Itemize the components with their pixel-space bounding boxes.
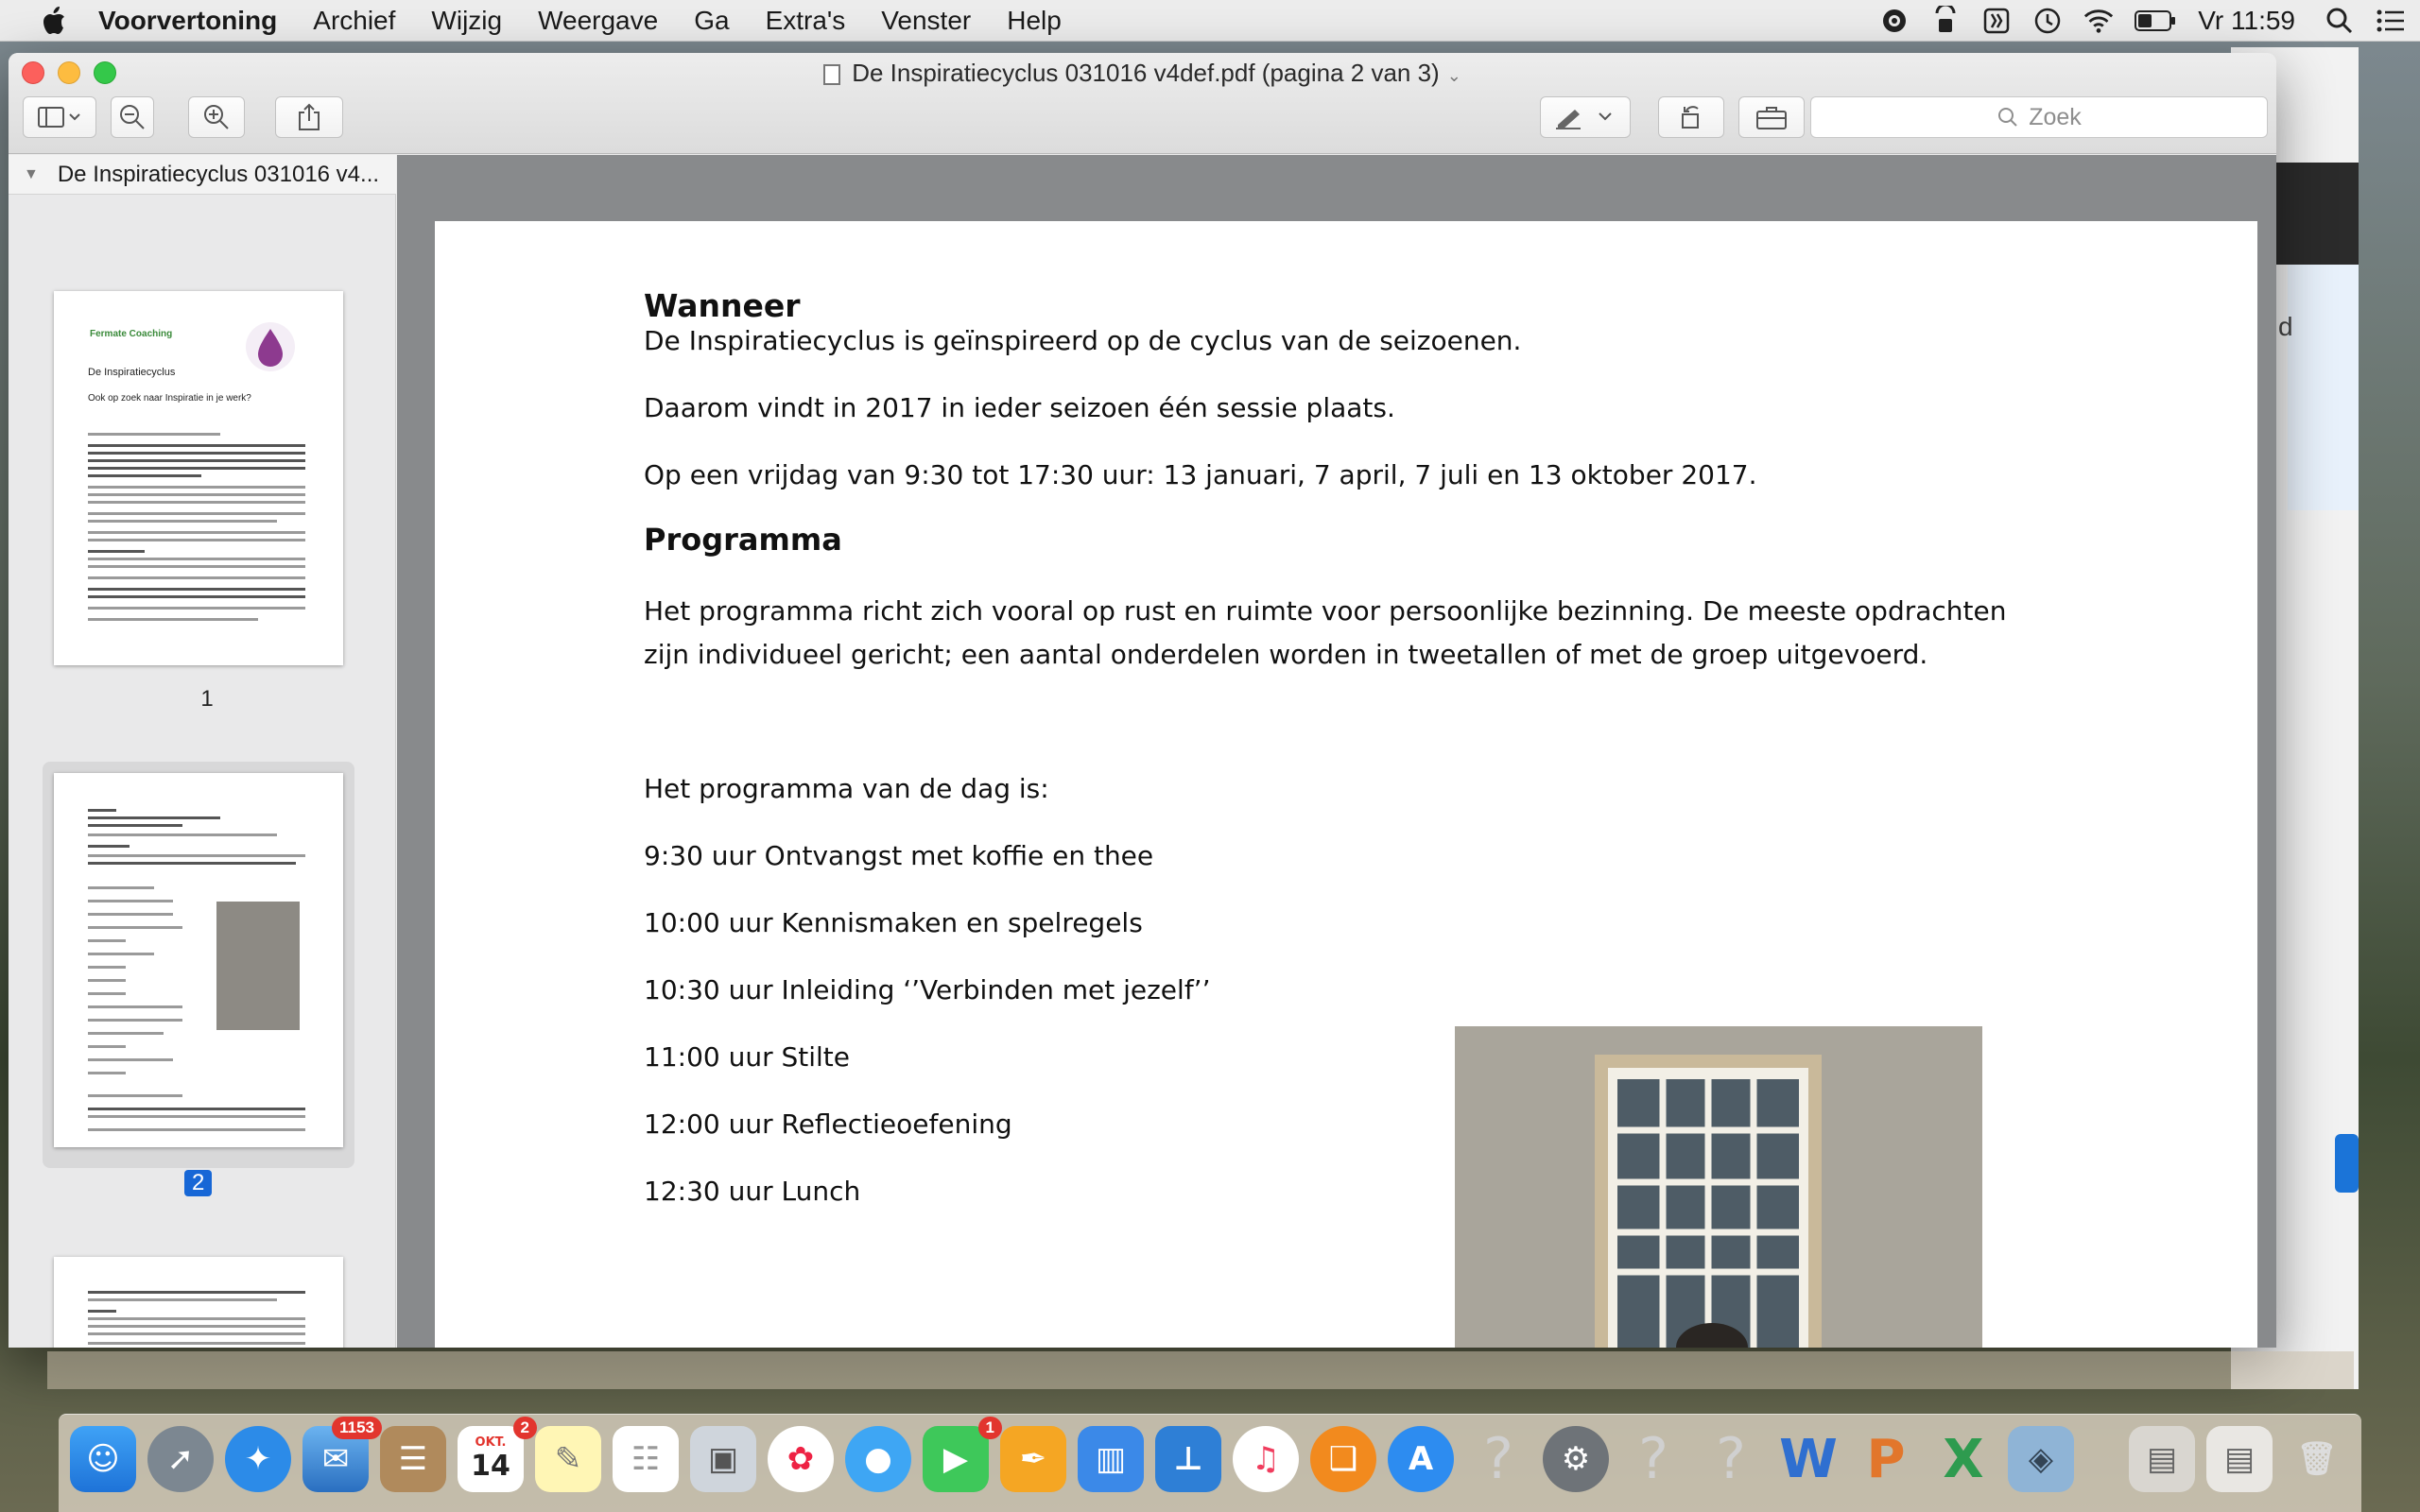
powerpoint-icon[interactable]: P [1866,1428,1906,1490]
search-icon [1996,106,2019,129]
thumbnail-text-line [88,493,305,496]
time-machine-icon[interactable] [2031,5,2064,37]
facetime-badge: 1 [978,1417,1002,1439]
menu-clock[interactable]: Vr 11:59 [2198,6,2295,35]
disclosure-triangle-icon[interactable]: ▼ [24,165,39,182]
apple-icon[interactable] [40,6,66,36]
thumbnail-text-line [88,1058,173,1061]
heading-programma: Programma [644,522,842,558]
paragraph-3: Op een vrijdag van 9:30 tot 17:30 uur: 13 januari, 7 april, 7 juli en 13 oktober 2017. [644,459,1757,490]
zoom-out-button[interactable] [111,96,154,138]
thumbnail-text-line [88,1005,182,1008]
documents-stack-icon[interactable]: ▤ [2206,1426,2273,1492]
background-window-button[interactable] [2335,1134,2359,1193]
thumbnail-text-line [88,486,305,489]
thumbnail-text-line [88,433,220,436]
thumbnail-text-line [88,467,305,470]
thumbnail-text-line [88,1342,305,1345]
thumbnail-text-line [88,862,296,865]
thumbnail-text-line [88,1045,126,1048]
thumbnail-text-line [88,966,126,969]
thumbnail-text-line [88,913,173,916]
keynote-icon[interactable]: ⊥ [1155,1426,1221,1492]
trash-icon[interactable]: 🗑 [2296,1440,2338,1478]
thumbnail-text-line [88,512,305,515]
calendar-day: 14 [471,1450,510,1483]
calendar-badge: 2 [513,1417,537,1439]
menu-venster[interactable]: Venster [881,5,972,35]
schedule-item: 12:30 uur Lunch [644,1176,861,1207]
thumbnail-photo [216,902,300,1030]
thumbnail-text-line [88,1317,305,1320]
schedule-item: 11:00 uur Stilte [644,1041,851,1073]
chevron-down-icon[interactable]: ⌄ [1446,66,1461,85]
toolbox-icon [1755,104,1788,130]
search-icon[interactable] [2324,5,2356,37]
thumbnail-logo-text: Fermate Coaching [90,329,173,339]
zoom-in-button[interactable] [188,96,245,138]
app-store-icon[interactable]: A [1388,1426,1454,1492]
window-title-text: De Inspiratiecyclus 031016 v4def.pdf (pagina 2 van 3) [852,59,1440,87]
thumbnail-text-line [88,452,305,455]
window-photo-drawing [1455,1026,1982,1348]
search-placeholder: Zoek [2029,103,2082,130]
spotlight-ring-icon[interactable] [1878,5,1910,37]
system-preferences-icon[interactable]: ⚙ [1543,1426,1609,1492]
menu-ga[interactable]: Ga [694,5,730,35]
thumbnail-text-line [88,939,126,942]
dock [59,1414,2361,1512]
heading-wanneer: Wanneer [644,287,801,324]
thumbnail-text-line [88,886,154,889]
search-field[interactable] [1810,96,2268,138]
thumbnail-text-line [88,1094,182,1097]
title-bar [9,53,2276,154]
thumbnail-text-line [88,1072,126,1074]
menu-archief[interactable]: Archief [313,5,396,35]
schedule-item: 10:00 uur Kennismaken en spelregels [644,907,1143,938]
menu-app-name[interactable]: Voorvertoning [98,5,278,35]
sidebar-document-header[interactable] [9,155,396,195]
thumbnail-text-line [88,1032,164,1035]
photos-icon[interactable]: ✿ [768,1426,834,1492]
page-thumbnail-1[interactable] [54,291,343,665]
thumbnail-text-line [88,809,116,812]
thumbnail-text-line [88,816,220,819]
thumbnail-text-line [88,474,201,477]
reminders-icon[interactable]: ☷ [613,1426,679,1492]
unknown-app-icon[interactable]: ? [1716,1426,1746,1492]
ibooks-icon[interactable]: ❑ [1310,1426,1376,1492]
thumbnail-text-line [88,854,305,857]
list-icon[interactable] [2375,5,2407,37]
thumbnail-text-line [88,618,258,621]
paragraph-1: De Inspiratiecyclus is geïnspireerd op de cyclus van de seizoenen. [644,325,1522,356]
window-photo [1455,1026,1982,1348]
pdf-document-icon [823,64,840,85]
thumbnail-text-line [88,501,305,504]
background-window-panel [2288,265,2359,510]
mail-icon[interactable]: ✉ 1153 [302,1426,369,1492]
menu-extras[interactable]: Extra's [765,5,846,35]
word-icon[interactable]: W [1779,1428,1838,1490]
page-thumbnail-3[interactable] [54,1257,343,1348]
thumbnail-text-line [88,992,126,995]
messages-icon[interactable]: ● [845,1426,911,1492]
ghost-icon[interactable] [1980,5,2013,37]
battery-icon[interactable] [2134,5,2177,37]
thumbnail-text-line [88,550,145,553]
thumbnail-text-line [88,833,277,836]
thumbnail-text-line [88,824,182,827]
document-view[interactable] [397,155,2276,1348]
thumbnail-text-line [88,444,305,447]
thumbnail-text-line [88,531,305,534]
schedule-item: 10:30 uur Inleiding ‘’Verbinden met jezelf’’ [644,974,1211,1005]
finder-icon[interactable]: ☺ [70,1426,136,1492]
page-thumbnail-2[interactable] [54,773,343,1147]
mail-badge: 1153 [332,1417,382,1439]
thumbnail-text-line [88,1019,182,1022]
schedule-item: 12:00 uur Reflectieoefening [644,1108,1012,1140]
numbers-icon[interactable]: ▥ [1078,1426,1144,1492]
toolbox-button[interactable] [1738,96,1805,138]
rotate-icon [1677,103,1705,131]
drop-logo-icon [243,319,298,374]
thumbnail-text-line [88,1115,305,1118]
sidebar-toggle-button[interactable] [23,96,96,138]
pdf-page[interactable] [435,221,2257,1348]
thumbnail-text-line [88,1310,116,1313]
sidebar-document-name: De Inspiratiecyclus 031016 v4... [57,161,380,187]
menu-weergave[interactable]: Weergave [538,5,659,35]
thumbnail-text-line [88,459,305,462]
thumbnail-text-line [88,595,305,598]
preview-app-icon[interactable]: ▣ [690,1426,756,1492]
unknown-app-icon[interactable]: ? [1483,1426,1513,1492]
pen-icon [1552,104,1618,130]
paragraph-4-line-2: zijn individueel gericht; een aantal onderdelen worden in tweetallen of met de groep uitgevoerd. [644,639,1928,670]
markup-button[interactable] [1540,96,1631,138]
launchpad-icon[interactable]: ➚ [147,1426,214,1492]
menu-help[interactable]: Help [1007,5,1062,35]
day-intro: Het programma van de dag is: [644,773,1049,804]
page-number-2[interactable]: 2 [184,1170,212,1196]
image-capture-icon[interactable]: ◈ [2008,1426,2074,1492]
thumbnail-text-line [88,926,182,929]
safari-icon[interactable]: ✦ [225,1426,291,1492]
schedule-item: 9:30 uur Ontvangst met koffie en thee [644,840,1154,871]
facetime-icon[interactable]: ▶ 1 [923,1426,989,1492]
calendar-month: OKT. [475,1435,507,1450]
thumbnail-text-line [88,565,305,568]
window-title[interactable] [9,59,2276,88]
sidebar-icon [37,106,82,129]
thumbnail-text-line [88,1128,305,1131]
thumbnail-text-line [88,1298,277,1301]
calendar-icon[interactable] [458,1418,529,1492]
thumbnail-text-line [88,539,305,541]
share-button[interactable] [275,96,343,138]
thumbnail-text-line [88,1291,305,1294]
thumbnail-sidebar [9,155,396,1348]
downloads-stack-icon[interactable]: ▤ [2129,1426,2195,1492]
thumbnail-text-line [88,607,305,610]
thumbnail-text-line [88,1108,305,1110]
paragraph-4-line-1: Het programma richt zich vooral op rust en ruimte voor persoonlijke bezinning. De meeste opdrachten [644,595,2007,627]
vpn-lock-icon[interactable] [1929,5,1962,37]
zoom-out-icon [118,103,147,131]
preview-window [9,53,2276,1348]
paragraph-2: Daarom vindt in 2017 in ieder seizoen één sessie plaats. [644,392,1395,423]
contacts-icon[interactable]: ☰ [380,1426,446,1492]
thumbnail-text-line [88,953,154,955]
menu-wijzig[interactable]: Wijzig [431,5,503,35]
zoom-in-icon [202,103,231,131]
page-number-1[interactable]: 1 [200,686,214,712]
dock-shelf-reflection [47,1351,2354,1389]
itunes-icon[interactable]: ♫ [1233,1426,1299,1492]
excel-icon[interactable]: X [1943,1428,1984,1490]
thumbnail-subtitle: Ook op zoek naar Inspiratie in je werk? [88,393,251,404]
thumbnail-text-line [88,1325,305,1328]
thumbnail-text-line [88,520,277,523]
wifi-icon[interactable] [2083,5,2115,37]
thumbnail-text-line [88,588,305,591]
share-icon [297,103,321,131]
thumbnail-text-line [88,558,305,560]
notes-icon[interactable]: ✎ [535,1426,601,1492]
pages-icon[interactable]: ✒ [1000,1426,1066,1492]
thumbnail-text-line [88,979,126,982]
thumbnail-text-line [88,845,130,848]
thumbnail-text-line [88,900,173,902]
unknown-app-icon[interactable]: ? [1638,1426,1668,1492]
thumbnail-text-line [88,576,305,579]
thumbnail-text-line [88,1332,305,1335]
menu-bar [0,0,2420,42]
background-window-text: d [2278,312,2293,341]
rotate-button[interactable] [1658,96,1724,138]
thumbnail-title: De Inspiratiecyclus [88,367,176,378]
